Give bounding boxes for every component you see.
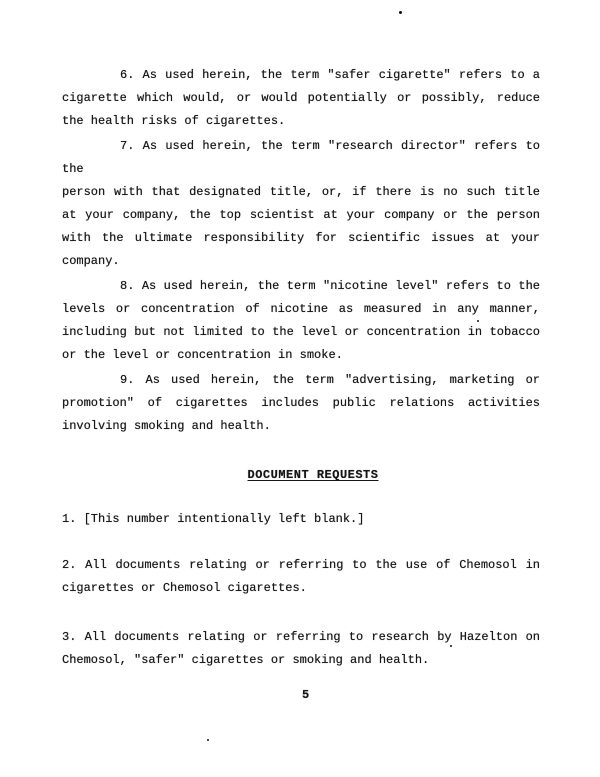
text-line: 1. [This number intentionally left blank.] (62, 512, 365, 526)
definition-paragraph-6 (62, 64, 540, 133)
definition-paragraph-9 (62, 369, 540, 438)
page-number: 5 (302, 688, 310, 702)
text-line: Chemosol, "safer" cigarettes or smoking and health. (62, 653, 430, 667)
document-requests-heading-text: DOCUMENT REQUESTS (247, 468, 379, 482)
document-requests-heading (62, 464, 540, 487)
text-line: 3. All documents relating or referring to research by Hazelton on (62, 630, 540, 644)
text-line: 2. All documents relating or referring to the use of Chemosol in (62, 558, 540, 572)
text-line: 8. As used herein, the term "nicotine level" refers to the (120, 279, 540, 293)
text-line: the health risks of cigarettes. (62, 114, 286, 128)
text-line: levels or concentration of nicotine as measured in any manner, (62, 302, 540, 316)
text-line: involving smoking and health. (62, 419, 271, 433)
text-line: cigarettes or Chemosol cigarettes. (62, 581, 307, 595)
text-line: cigarette which would, or would potentially or possibly, reduce (62, 91, 540, 105)
definition-paragraph-8 (62, 275, 540, 367)
text-line: including but not limited to the level or concentration in tobacco (62, 325, 540, 339)
text-line: 9. As used herein, the term "advertising, marketing or (120, 373, 540, 387)
text-line: at your company, the top scientist at your company or the person (62, 208, 540, 222)
text-line: with the ultimate responsibility for scientific issues at your (62, 231, 540, 245)
scan-artifact-dot (207, 739, 209, 741)
definition-paragraph-7 (62, 135, 548, 273)
text-line: 6. As used herein, the term "safer cigarette" refers to a (120, 68, 540, 82)
text-line: company. (62, 254, 120, 268)
text-line: 7. As used herein, the term "research director" refers to the (62, 139, 548, 176)
request-item-2 (62, 554, 540, 600)
text-line: or the level or concentration in smoke. (62, 348, 343, 362)
document-body (62, 64, 548, 672)
text-line: person with that designated title, or, if there is no such title (62, 185, 540, 199)
scan-artifact-dot (399, 11, 402, 14)
request-item-3 (62, 626, 540, 672)
request-item-1 (62, 508, 540, 531)
text-line: promotion" of cigarettes includes public relations activities (62, 396, 540, 410)
